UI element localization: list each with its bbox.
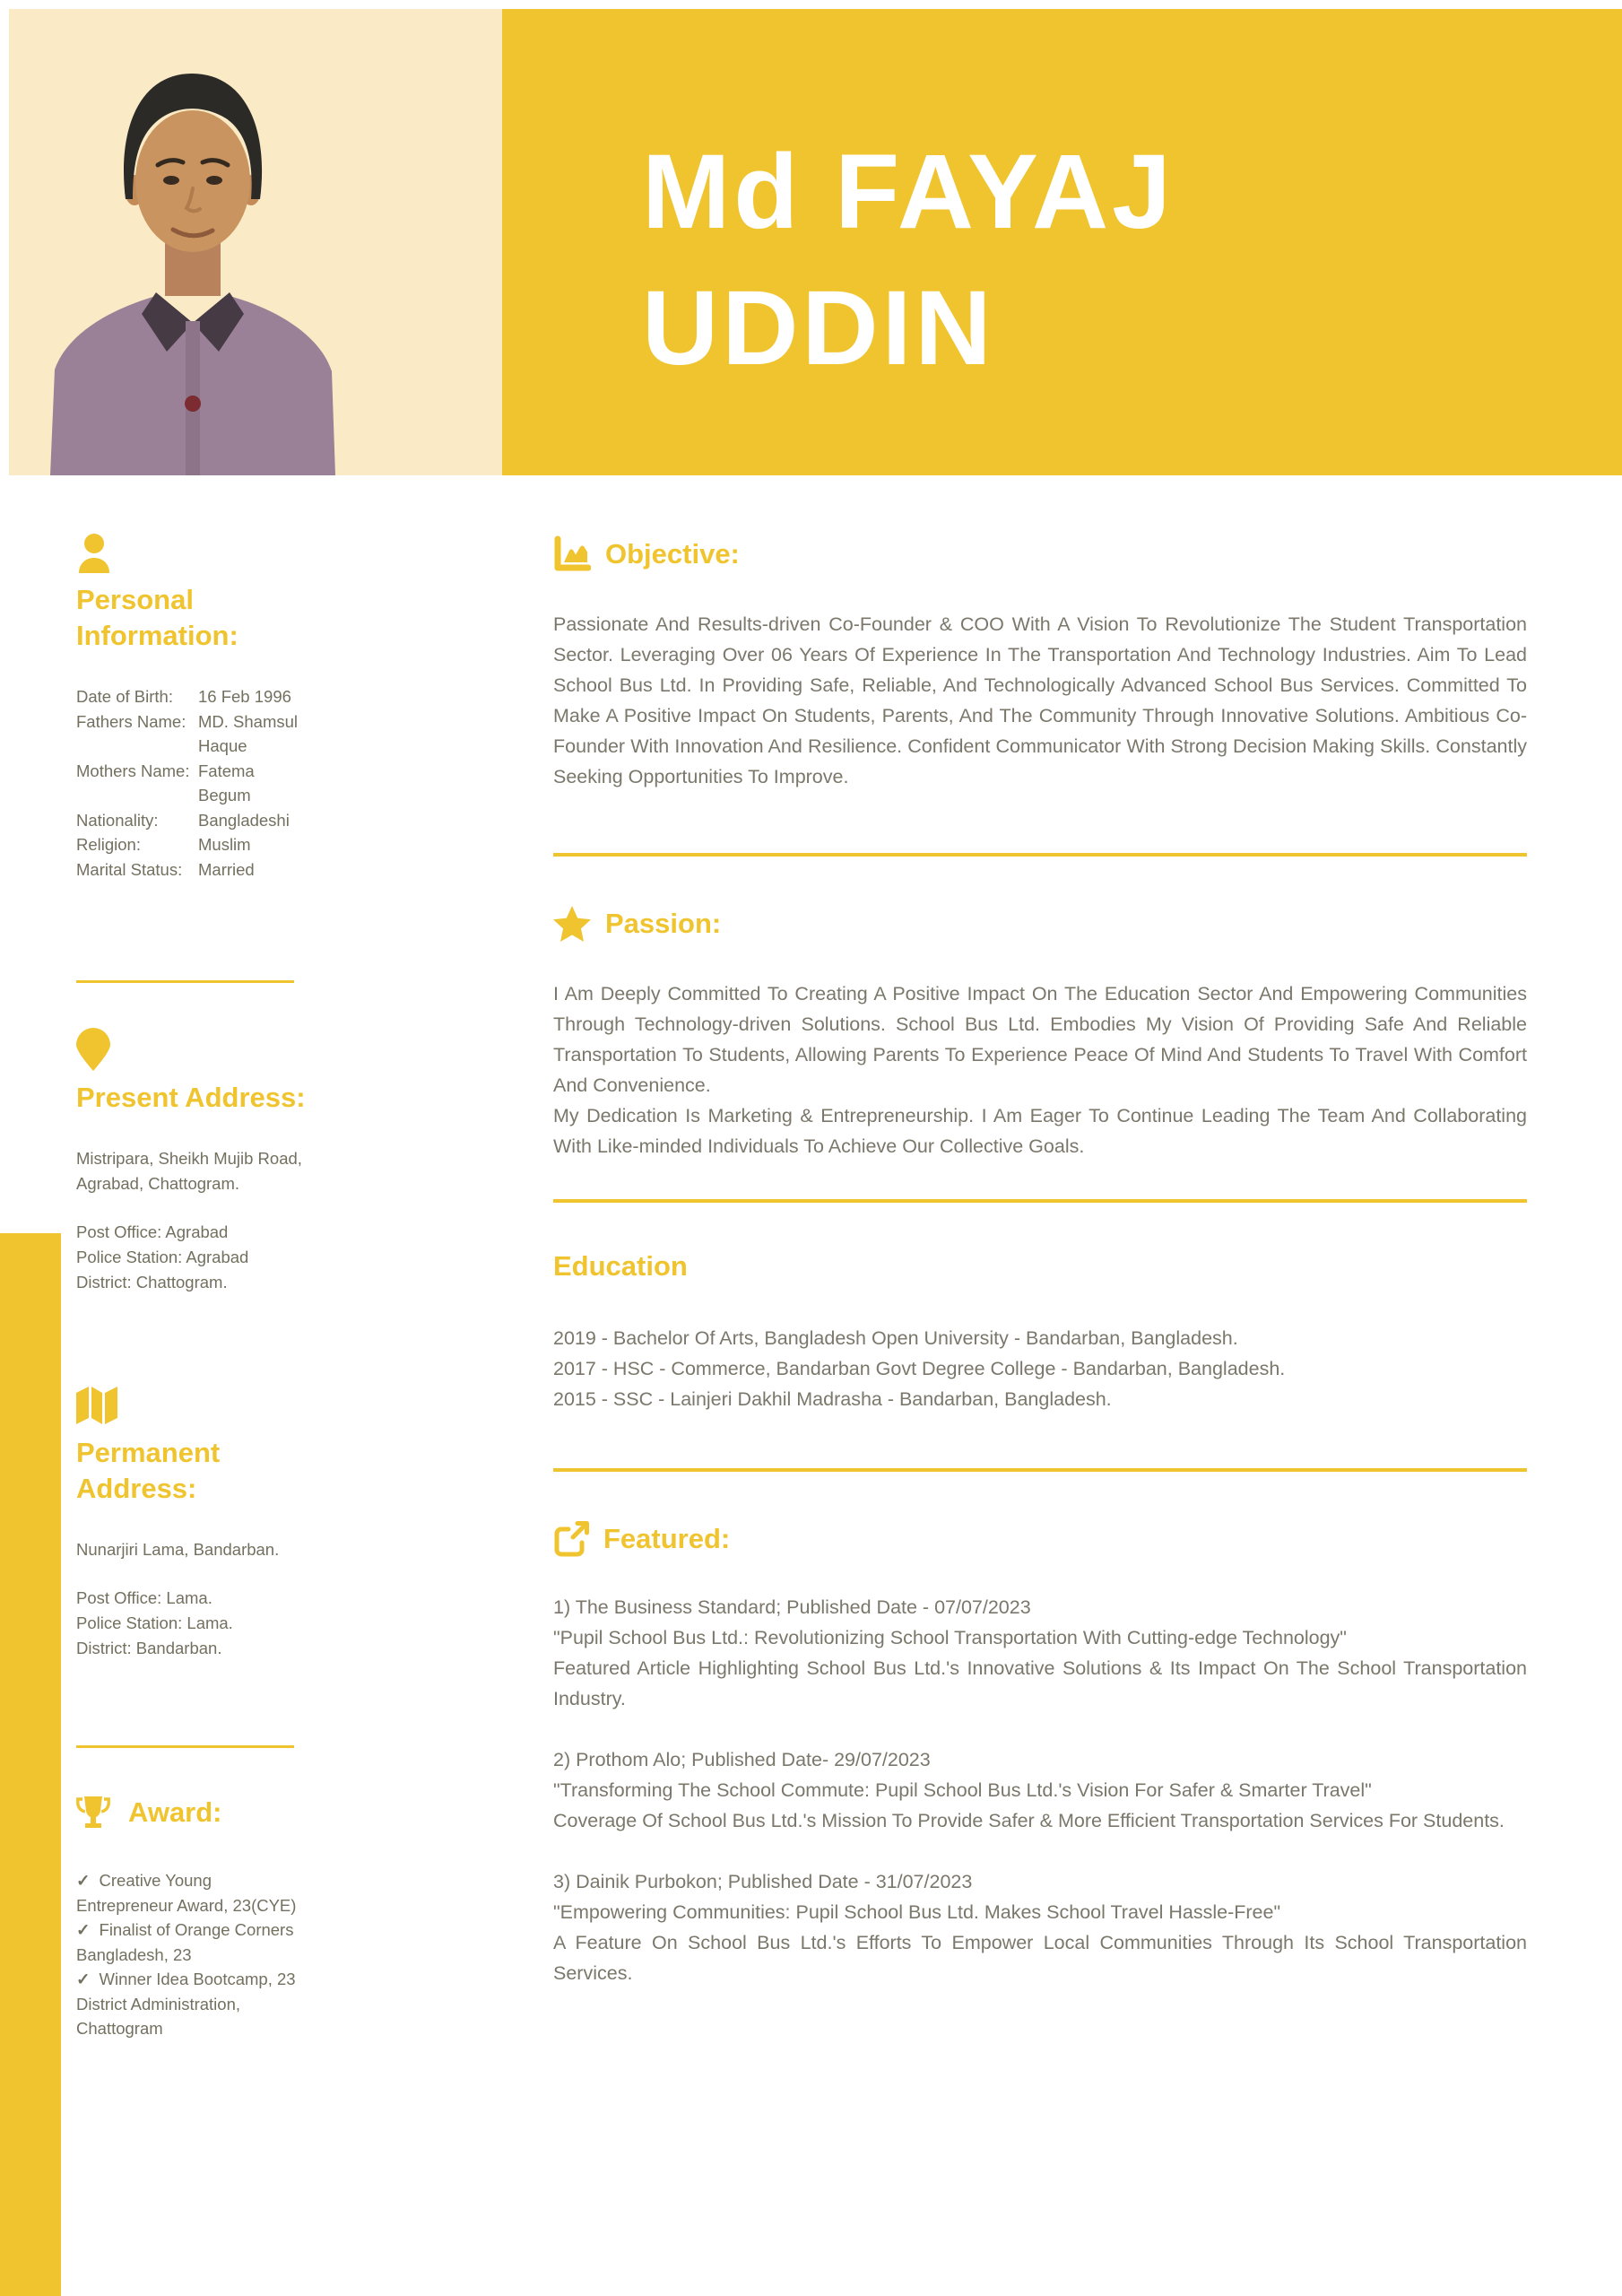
featured-entry-heading: 2) Prothom Alo; Published Date- 29/07/2023 (553, 1749, 931, 1770)
passion-heading-row (553, 903, 1527, 944)
info-label: Religion: (76, 835, 141, 854)
check-icon: ✓ (76, 1920, 91, 1939)
info-label: Nationality: (76, 810, 159, 830)
passion-title: Passion: (605, 908, 722, 939)
featured-entry-description: A Feature On School Bus Ltd.'s Efforts To Empower Local Communities Through Its School Transportation Services. (553, 1932, 1527, 1984)
section-divider (553, 1199, 1527, 1203)
section-education (553, 1246, 1527, 1414)
trophy-icon (76, 1796, 110, 1830)
address-detail-line: Post Office: Lama. (76, 1588, 213, 1607)
passion-paragraph-1: I Am Deeply Committed To Creating A Positive Impact On The Education Sector And Empowering Communities Through Technology-driven Solutions. School Bus Ltd. Embodies My Vision Of Providing Safe And Reliable Transportation To Students, Allowing Parents To Experience Peace Of Mind And Students To Travel With Comfort And Convenience. (553, 983, 1527, 1096)
featured-entry-quote: "Empowering Communities: Pupil School Bus Ltd. Makes School Travel Hassle-Free" (553, 1901, 1281, 1923)
info-row (76, 857, 308, 883)
section-divider (76, 980, 294, 983)
info-value: 16 Feb 1996 (198, 687, 291, 706)
section-featured (553, 1518, 1527, 1988)
info-row (76, 832, 308, 857)
header-banner (502, 9, 1622, 475)
candidate-name-line2: UDDIN (642, 269, 995, 387)
address-detail-line: District: Chattogram. (76, 1273, 228, 1292)
featured-heading-row (553, 1518, 1527, 1560)
info-row (76, 759, 308, 808)
section-divider (553, 853, 1527, 857)
featured-entry (553, 1866, 1527, 1988)
map-icon (76, 1385, 117, 1426)
education-item: 2015 - SSC - Lainjeri Dakhil Madrasha - Bandarban, Bangladesh. (553, 1388, 1112, 1410)
objective-title: Objective: (605, 538, 740, 570)
sidebar (76, 534, 308, 2041)
section-objective (553, 534, 1527, 792)
personal-information-title: Personal Information: (76, 584, 239, 651)
info-label: Date of Birth: (76, 687, 173, 706)
info-label: Mothers Name: (76, 761, 190, 780)
award-item (76, 1918, 308, 1967)
star-icon (553, 906, 591, 942)
present-address-street: Mistripara, Sheikh Mujib Road, Agrabad, Chattogram. (76, 1149, 302, 1193)
personal-information-rows (76, 684, 308, 882)
featured-entry (553, 1592, 1527, 1714)
featured-entry-description: Coverage Of School Bus Ltd.'s Mission To Provide Safer & More Efficient Transportation Services For Students. (553, 1810, 1505, 1831)
section-permanent-address (76, 1385, 308, 1661)
award-item (76, 1967, 308, 2041)
education-title: Education (553, 1250, 688, 1282)
candidate-name-line1: Md FAYAJ (642, 133, 1175, 251)
featured-entry-heading: 1) The Business Standard; Published Date - 07/07/2023 (553, 1596, 1031, 1618)
present-address-title: Present Address: (76, 1082, 306, 1113)
section-divider (76, 1745, 294, 1748)
education-item: 2017 - HSC - Commerce, Bandarban Govt Degree College - Bandarban, Bangladesh. (553, 1358, 1286, 1379)
featured-entry-description: Featured Article Highlighting School Bus Ltd.'s Innovative Solutions & Its Impact On The School Transportation Industry. (553, 1657, 1527, 1709)
info-value: Muslim (198, 835, 251, 854)
info-value: MD. Shamsul Haque (198, 711, 299, 755)
candidate-name (642, 124, 1175, 396)
info-value: Fatema Begum (198, 761, 255, 804)
address-detail-line: Police Station: Lama. (76, 1613, 233, 1632)
award-list (76, 1868, 308, 2041)
area-chart-icon (553, 535, 591, 573)
award-item (76, 1868, 308, 1918)
check-icon: ✓ (76, 1871, 91, 1890)
featured-entry-quote: "Transforming The School Commute: Pupil School Bus Ltd.'s Vision For Safer & Smarter Travel" (553, 1779, 1372, 1801)
info-row (76, 808, 308, 833)
award-item-text: Creative Young Entrepreneur Award, 23(CYE) (76, 1871, 297, 1915)
award-item-text: Winner Idea Bootcamp, 23 District Administration, Chattogram (76, 1970, 296, 2038)
present-address-details (76, 1220, 308, 1295)
objective-heading-row (553, 534, 1527, 575)
info-label: Marital Status: (76, 859, 183, 879)
header-photo-panel (9, 9, 502, 475)
address-detail-line: Police Station: Agrabad (76, 1248, 249, 1266)
featured-entry-heading: 3) Dainik Purbokon; Published Date - 31/07/2023 (553, 1871, 973, 1892)
featured-title: Featured: (603, 1523, 731, 1554)
objective-body: Passionate And Results-driven Co-Founder & COO With A Vision To Revolutionize The Student Transportation Sector. Leveraging Over 06 Years Of Experience In The Transportation And Technology Industries. Aim To Lead School Bus Ltd. In Providing Safe, Reliable, And Technologically Advanced School Bus Services. Committed To Make A Positive Impact On Students, Parents, And The Community Through Innovative Solutions. Ambitious Co-Founder With Innovation And Resilience. Confident Communicator With Strong Decision Making Skills. Constantly Seeking Opportunities To Improve. (553, 613, 1527, 787)
info-value: Married (198, 859, 255, 879)
main-column (553, 534, 1527, 1988)
featured-entry-quote: "Pupil School Bus Ltd.: Revolutionizing School Transportation With Cutting-edge Technology" (553, 1627, 1347, 1648)
check-icon: ✓ (76, 1970, 91, 1988)
person-icon (76, 534, 112, 573)
passion-body (553, 978, 1527, 1161)
section-passion (553, 903, 1527, 1161)
award-heading-row (76, 1795, 308, 1831)
left-accent-bar (0, 1233, 61, 2296)
section-award (76, 1795, 308, 2041)
location-pin-icon (76, 1028, 110, 1071)
portrait-photo (50, 54, 335, 475)
section-divider (553, 1468, 1527, 1472)
info-row (76, 709, 308, 759)
address-detail-line: Post Office: Agrabad (76, 1222, 229, 1241)
education-list (553, 1323, 1527, 1414)
external-link-icon (553, 1521, 589, 1557)
section-personal-information (76, 534, 308, 882)
award-item-text: Finalist of Orange Corners Bangladesh, 23 (76, 1920, 294, 1964)
info-row (76, 684, 308, 709)
featured-entry (553, 1744, 1527, 1836)
permanent-address-title: Permanent Address: (76, 1437, 221, 1504)
address-detail-line: District: Bandarban. (76, 1639, 222, 1657)
award-title: Award: (128, 1796, 222, 1828)
info-value: Bangladeshi (198, 810, 290, 830)
section-present-address (76, 1028, 308, 1295)
info-label: Fathers Name: (76, 711, 186, 731)
featured-entries (553, 1592, 1527, 1988)
education-item: 2019 - Bachelor Of Arts, Bangladesh Open University - Bandarban, Bangladesh. (553, 1327, 1238, 1349)
passion-paragraph-2: My Dedication Is Marketing & Entrepreneurship. I Am Eager To Continue Leading The Team And Collaborating With Like-minded Individuals To Achieve Our Collective Goals. (553, 1105, 1527, 1157)
permanent-address-details (76, 1586, 308, 1661)
permanent-address-street: Nunarjiri Lama, Bandarban. (76, 1540, 280, 1559)
